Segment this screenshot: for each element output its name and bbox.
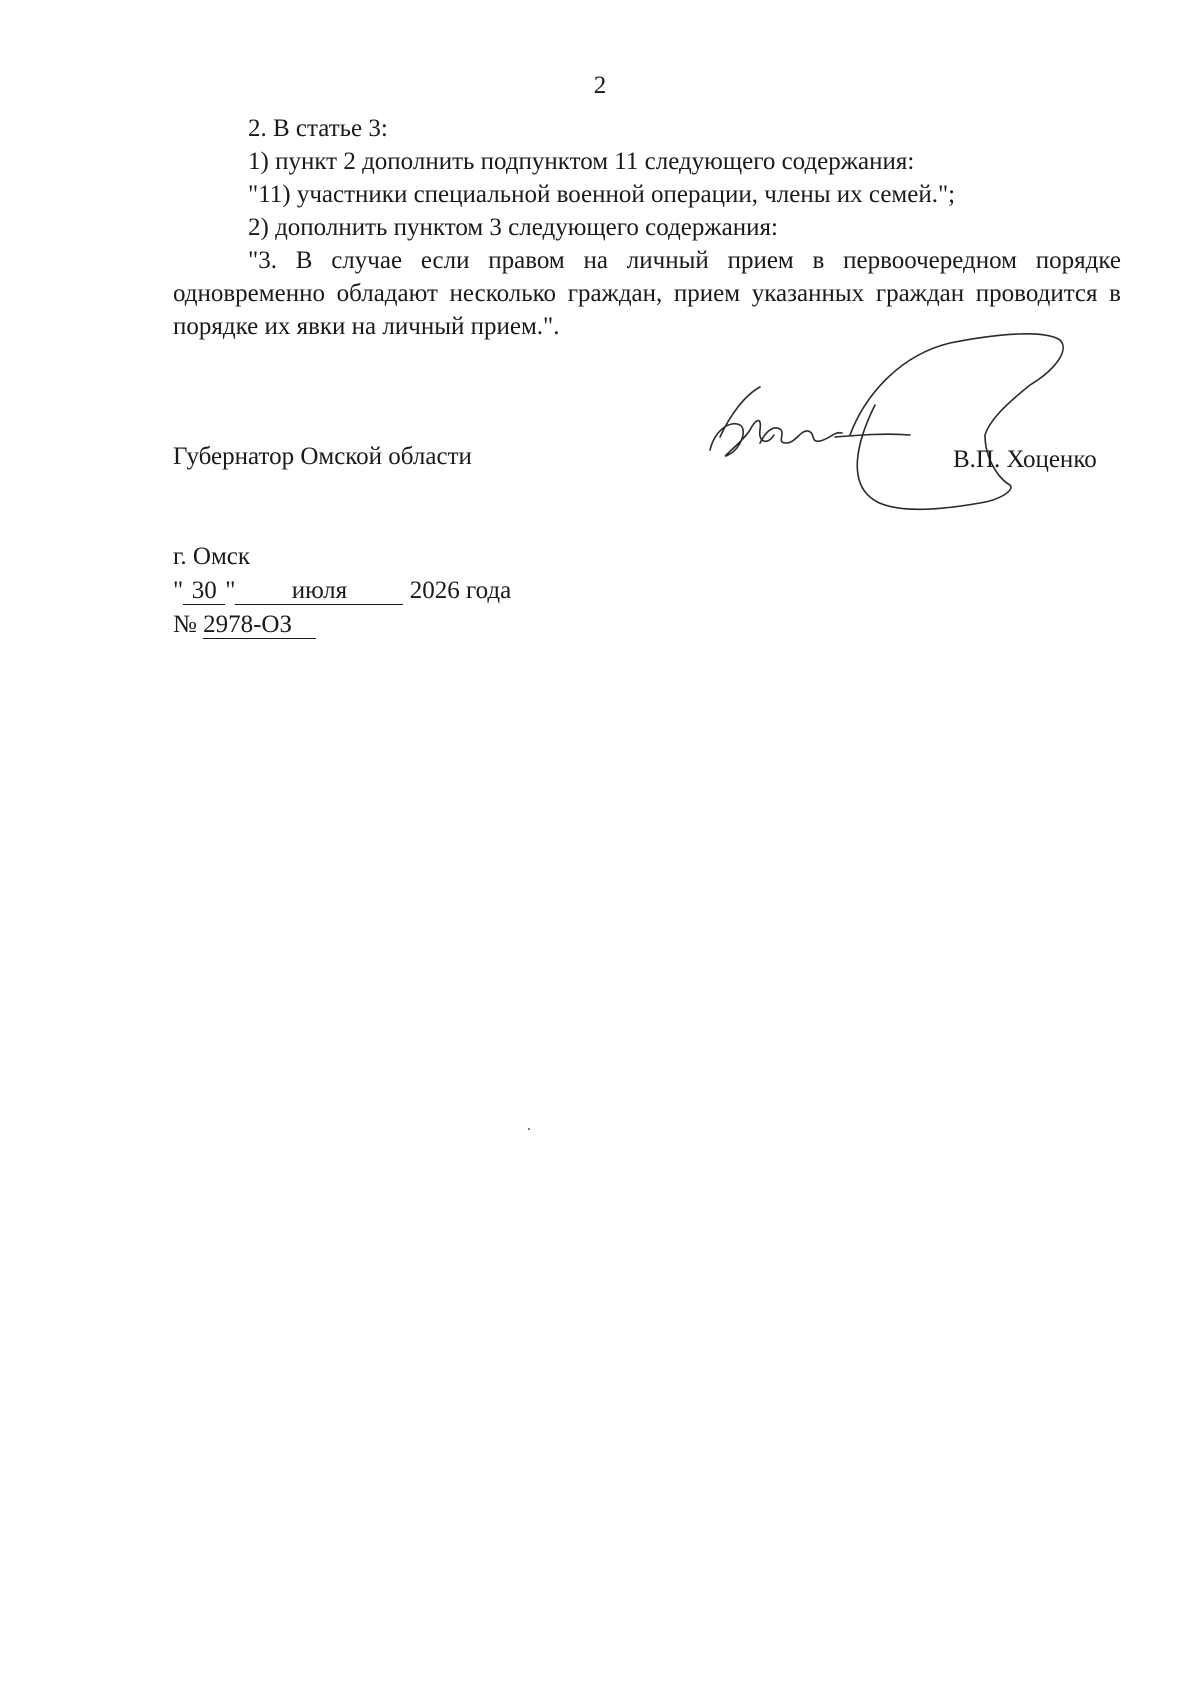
date-day: 30 xyxy=(183,578,225,605)
handwritten-signature xyxy=(700,325,1090,540)
paragraph-point-3: "3. В случае если правом на личный прием в первоочередном порядке одновременно обладают несколько граждан, прием указанных граждан проводится в порядке их явки на личный прием.". xyxy=(173,247,1121,340)
date-close-quote: " xyxy=(225,577,236,604)
law-number: 2978-ОЗ xyxy=(203,612,316,639)
signer-title: Губернатор Омской области xyxy=(173,443,472,470)
paragraph-article-3: 2. В статье 3: xyxy=(248,115,388,142)
date-line xyxy=(173,574,511,608)
paragraph-item-1: 1) пункт 2 дополнить подпунктом 11 следующего содержания: xyxy=(248,148,915,175)
document-body xyxy=(173,112,1121,343)
place-and-date-block xyxy=(173,540,511,642)
paragraph-subitem-11: "11) участники специальной военной операции, члены их семей."; xyxy=(248,181,956,208)
page-number: 2 xyxy=(593,72,607,99)
date-month: июля xyxy=(235,578,403,605)
date-open-quote: " xyxy=(173,577,184,604)
paragraph-item-2: 2) дополнить пунктом 3 следующего содержания: xyxy=(248,214,778,241)
number-sign: № xyxy=(173,611,204,638)
law-number-line xyxy=(173,608,511,642)
scan-speck xyxy=(528,1128,530,1130)
signer-name: В.П. Хоценко xyxy=(953,446,1097,473)
date-year: 2026 года xyxy=(403,577,512,604)
city: г. Омск xyxy=(173,543,251,570)
